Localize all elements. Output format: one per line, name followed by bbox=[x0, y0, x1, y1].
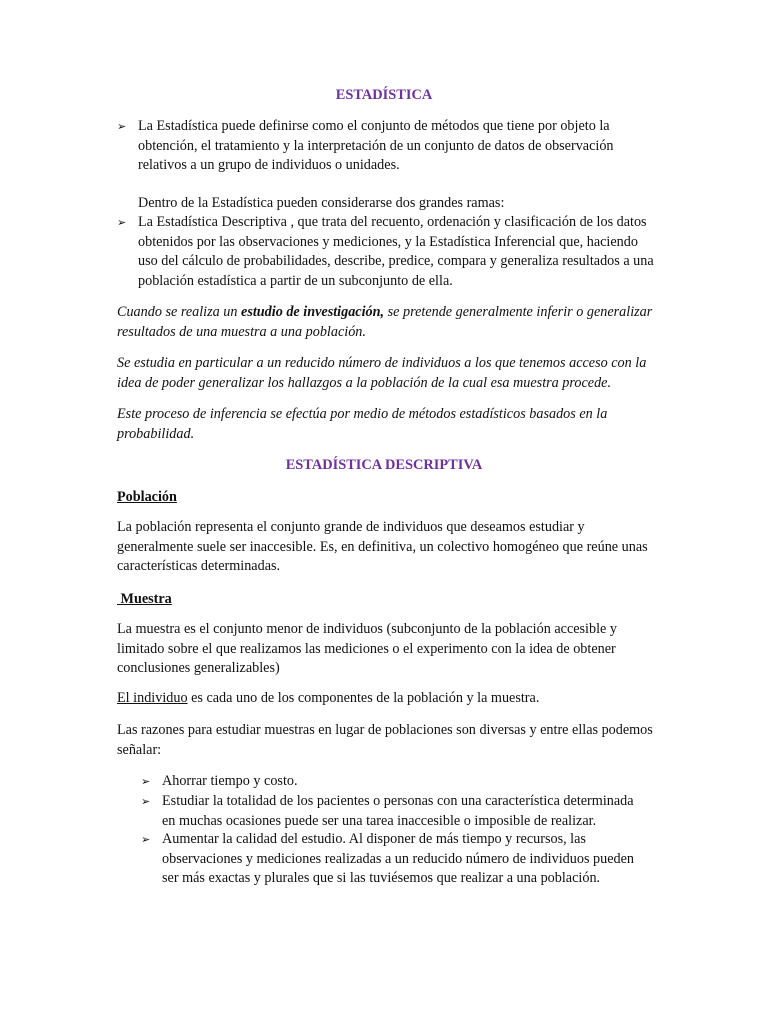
razones-text: Las razones para estudiar muestras en lugar de poblaciones son diversas y entre ellas podemos señalar: bbox=[117, 722, 653, 758]
paragraph-inferencia: Este proceso de inferencia se efectúa por medio de métodos estadísticos basados en la probabilidad. bbox=[117, 406, 608, 442]
paragraph-estudio: Se estudia en particular a un reducido número de individuos a los que tenemos acceso con la idea de poder generalizar los hallazgos a la población de la cual esa muestra procede. bbox=[117, 355, 647, 391]
individuo-label: El individuo bbox=[117, 690, 188, 706]
individuo-paragraph bbox=[117, 689, 657, 709]
arrow-bullet-icon: ➢ bbox=[141, 775, 151, 788]
arrow-bullet-icon: ➢ bbox=[141, 833, 151, 846]
paragraph-investigacion-pre: Cuando se realiza un bbox=[117, 304, 242, 320]
paragraph-investigacion bbox=[117, 303, 657, 342]
section-heading-descriptiva: ESTADÍSTICA DESCRIPTIVA bbox=[285, 457, 483, 473]
list-item-text: Estudiar la totalidad de los pacientes o personas con una característica determinada en muchas ocasiones puede ser una tarea inaccesible o imposible de realizar. bbox=[162, 793, 634, 829]
muestra-text: La muestra es el conjunto menor de individuos (subconjunto de la población accesible y limitado sobre el que realizamos las mediciones o el experimento con la idea de obtener conclusiones generalizables) bbox=[117, 621, 617, 677]
paragraph-investigacion-bold: estudio de investigación, bbox=[241, 304, 385, 320]
muestra-title: Muestra bbox=[117, 591, 172, 607]
arrow-bullet-icon: ➢ bbox=[117, 120, 127, 133]
poblacion-title: Población bbox=[117, 489, 177, 505]
bullet-ramas-text: La Estadística Descriptiva , que trata del recuento, ordenación y clasificación de los datos obtenidos por las observaciones y mediciones, y la Estadística Inferencial que, haciendo uso del cálculo de probabilidades, describe, predice, compara y generaliza resultados a una población estadística a partir de un subconjunto de ella. bbox=[138, 214, 654, 289]
list-item-text: Aumentar la calidad del estudio. Al disponer de más tiempo y recursos, las observaciones y mediciones realizadas a un reducido número de individuos pueden ser más exactas y plurales que si las tuviésemos que realizar a una población. bbox=[162, 831, 634, 887]
document-title: ESTADÍSTICA bbox=[335, 87, 433, 103]
individuo-text: es cada uno de los componentes de la población y la muestra. bbox=[187, 690, 540, 706]
list-item-text: Ahorrar tiempo y costo. bbox=[162, 773, 298, 789]
poblacion-text: La población representa el conjunto grande de individuos que deseamos estudiar y generalmente suele ser inaccesible. Es, en definitiva, un colectivo homogéneo que reúne unas características determinadas. bbox=[117, 519, 648, 575]
arrow-bullet-icon: ➢ bbox=[117, 216, 127, 229]
intro-ramas: Dentro de la Estadística pueden considerarse dos grandes ramas: bbox=[138, 195, 505, 211]
bullet-definicion-text: La Estadística puede definirse como el conjunto de métodos que tiene por objeto la obtención, el tratamiento y la interpretación de un conjunto de datos de observación relativos a un grupo de individuos o unidades. bbox=[138, 118, 614, 174]
arrow-bullet-icon: ➢ bbox=[141, 795, 151, 808]
paragraph-investigacion-post: se pretende generalmente inferir o generalizar resultados de una muestra a una población. bbox=[117, 304, 653, 340]
bullet-ramas bbox=[117, 213, 657, 293]
bullet-definicion bbox=[117, 117, 657, 177]
